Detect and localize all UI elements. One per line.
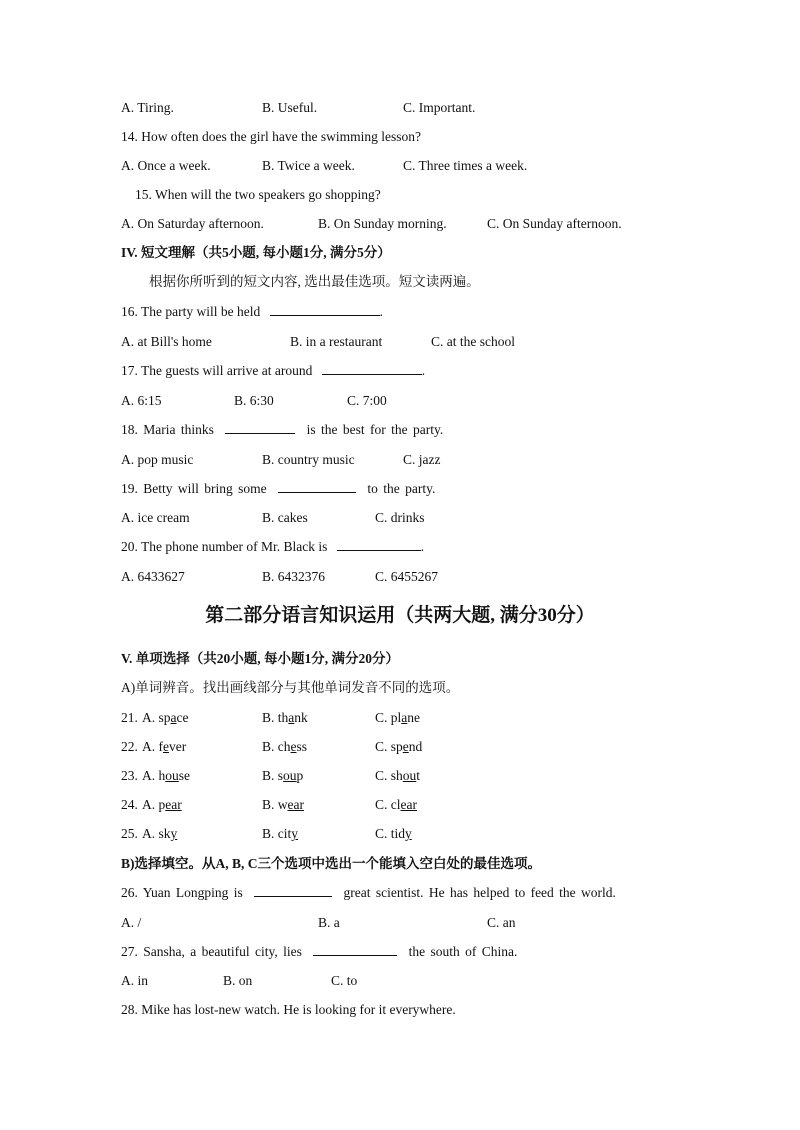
q25-option-b-pre: B. cit: [262, 826, 292, 841]
q19-end: to the party.: [367, 481, 436, 496]
q18-text: 18. Maria thinks: [121, 422, 214, 437]
q25-option-c-underlined-letters: y: [405, 826, 412, 841]
q22-option-a-underlined-letters: e: [163, 739, 169, 754]
q23-option-b-pre: B. s: [262, 768, 284, 783]
q25-option-b: [262, 825, 298, 843]
q17-text: 17. The guests will arrive at around: [121, 363, 313, 378]
q18-end: is the best for the party.: [306, 422, 444, 437]
q16-blank[interactable]: [270, 303, 380, 316]
q18-option-c: C. jazz: [403, 452, 441, 467]
q21-option-a-underlined-letters: a: [170, 710, 177, 725]
q23-option-a-post: se: [178, 768, 190, 783]
q17-question: [121, 362, 425, 380]
q16-end: .: [379, 304, 383, 319]
q23-option-c-pre: C. sh: [375, 768, 403, 783]
q16-text: 16. The party will be held: [121, 304, 261, 319]
section-4-instruction: 根据你所听到的短文内容, 选出最佳选项。短文读两遍。: [149, 274, 480, 289]
q26-option-a: A. /: [121, 915, 142, 930]
q26-text: 26. Yuan Longping is: [121, 885, 243, 900]
q19-option-c: C. drinks: [375, 510, 425, 525]
q21-option-b: [262, 709, 308, 727]
q25-option-a-pre: A. sk: [142, 826, 171, 841]
q21-option-c-underlined-letters: a: [401, 710, 408, 725]
q21-number: 21.: [121, 710, 138, 725]
q26-question: [121, 884, 616, 902]
q14-question: 14. How often does the girl have the swimming lesson?: [121, 129, 421, 144]
q24-option-a: [142, 796, 182, 814]
section-5-part-b-instruction: B)选择填空。从A, B, C三个选项中选出一个能填入空白处的最佳选项。: [121, 856, 542, 871]
q21-option-a-pre: A. sp: [142, 710, 171, 725]
q13-option-a: A. Tiring.: [121, 100, 174, 115]
q19-text: 19. Betty will bring some: [121, 481, 267, 496]
q24-option-b-pre: B. w: [262, 797, 288, 812]
q21-option-a: [142, 709, 189, 727]
q23-option-a: [142, 767, 190, 785]
q24-option-c: [375, 796, 417, 814]
q25-option-a-underlined-letters: y: [170, 826, 178, 841]
q22-option-b-pre: B. ch: [262, 739, 291, 754]
q20-option-a: A. 6433627: [121, 569, 185, 584]
q27-text: 27. Sansha, a beautiful city, lies: [121, 944, 302, 959]
q17-option-c: C. 7:00: [347, 393, 387, 408]
q18-blank[interactable]: [225, 421, 295, 434]
q27-option-c: C. to: [331, 973, 358, 988]
q27-option-a: A. in: [121, 973, 148, 988]
q27-blank[interactable]: [313, 943, 397, 956]
q24-option-c-underlined-letters: ear: [400, 797, 417, 812]
q21-option-a-post: ce: [176, 710, 189, 725]
q22-option-a-pre: A. f: [142, 739, 163, 754]
q23-option-c-underlined-letters: ou: [402, 768, 417, 783]
q26-blank[interactable]: [254, 884, 332, 897]
q22-option-b: [262, 738, 307, 756]
q24-number: 24.: [121, 797, 138, 812]
q20-text: 20. The phone number of Mr. Black is: [121, 539, 328, 554]
q20-option-b: B. 6432376: [262, 569, 326, 584]
q26-option-c: C. an: [487, 915, 516, 930]
q20-blank[interactable]: [337, 538, 421, 551]
q16-question: [121, 303, 383, 321]
q25-number: 25.: [121, 826, 138, 841]
q24-option-c-pre: C. cl: [375, 797, 401, 812]
q21-option-b-pre: B. th: [262, 710, 289, 725]
q17-option-a: A. 6:15: [121, 393, 162, 408]
q15-option-a: A. On Saturday afternoon.: [121, 216, 264, 231]
section-4-heading: IV. 短文理解（共5小题, 每小题1分, 满分5分）: [121, 245, 391, 260]
q19-blank[interactable]: [278, 480, 356, 493]
q25-option-c-pre: C. tid: [375, 826, 406, 841]
q19-option-b: B. cakes: [262, 510, 308, 525]
q23-number: 23.: [121, 768, 138, 783]
q24-option-a-pre: A. p: [142, 797, 166, 812]
q28-question: 28. Mike has lost-new watch. He is looking for it everywhere.: [121, 1002, 456, 1017]
q24-option-a-underlined-letters: ear: [165, 797, 182, 812]
section-5-part-a-instruction: A)单词辨音。找出画线部分与其他单词发音不同的选项。: [121, 680, 460, 695]
q25-option-a: [142, 825, 177, 843]
q22-number: 22.: [121, 739, 138, 754]
q21-option-c-pre: C. pl: [375, 710, 402, 725]
q21-option-c: [375, 709, 420, 727]
q25-option-b-underlined-letters: y: [291, 826, 298, 841]
q20-option-c: C. 6455267: [375, 569, 439, 584]
section-5-heading: V. 单项选择（共20小题, 每小题1分, 满分20分）: [121, 651, 400, 666]
q26-end: great scientist. He has helped to feed the world.: [343, 885, 616, 900]
q21-option-b-post: nk: [294, 710, 308, 725]
q16-option-c: C. at the school: [431, 334, 515, 349]
q16-option-a: A. at Bill's home: [121, 334, 212, 349]
q23-option-c-post: t: [416, 768, 421, 783]
q19-question: [121, 480, 435, 498]
q22-option-a: [142, 738, 186, 756]
q22-option-b-underlined-letters: e: [290, 739, 297, 754]
q20-question: [121, 538, 424, 556]
q27-end: the south of China.: [408, 944, 518, 959]
q17-end: .: [421, 363, 426, 378]
q17-option-b: B. 6:30: [234, 393, 274, 408]
q17-blank[interactable]: [322, 362, 422, 375]
q23-option-a-underlined-letters: ou: [165, 768, 179, 783]
q15-option-b: B. On Sunday morning.: [318, 216, 447, 231]
q23-option-b-underlined-letters: ou: [283, 768, 297, 783]
q18-question: [121, 421, 443, 439]
q27-option-b: B. on: [223, 973, 253, 988]
q23-option-a-pre: A. h: [142, 768, 166, 783]
q18-option-a: A. pop music: [121, 452, 194, 467]
q13-option-c: C. Important.: [403, 100, 476, 115]
q19-option-a: A. ice cream: [121, 510, 190, 525]
q24-option-b: [262, 796, 304, 814]
q22-option-a-post: ver: [169, 739, 187, 754]
q13-option-b: B. Useful.: [262, 100, 318, 115]
q25-option-c: [375, 825, 412, 843]
q16-option-b: B. in a restaurant: [290, 334, 383, 349]
q22-option-c-pre: C. sp: [375, 739, 403, 754]
q14-option-b: B. Twice a week.: [262, 158, 355, 173]
q24-option-b-underlined-letters: ear: [287, 797, 304, 812]
q20-end: .: [420, 539, 425, 554]
q15-option-c: C. On Sunday afternoon.: [487, 216, 622, 231]
q23-option-b: [262, 767, 303, 785]
q27-question: [121, 943, 517, 961]
q22-option-c: [375, 738, 422, 756]
q21-option-b-underlined-letters: a: [288, 710, 295, 725]
q18-option-b: B. country music: [262, 452, 355, 467]
q22-option-c-underlined-letters: e: [402, 739, 409, 754]
part-2-title: 第二部分语言知识运用（共两大题, 满分30分）: [205, 605, 595, 626]
q22-option-b-post: ss: [296, 739, 308, 754]
q21-option-c-post: ne: [407, 710, 421, 725]
q14-option-a: A. Once a week.: [121, 158, 211, 173]
q22-option-c-post: nd: [408, 739, 423, 754]
q14-option-c: C. Three times a week.: [403, 158, 528, 173]
q15-question: 15. When will the two speakers go shopping?: [135, 187, 381, 202]
q26-option-b: B. a: [318, 915, 340, 930]
q23-option-c: [375, 767, 420, 785]
q23-option-b-post: p: [296, 768, 304, 783]
